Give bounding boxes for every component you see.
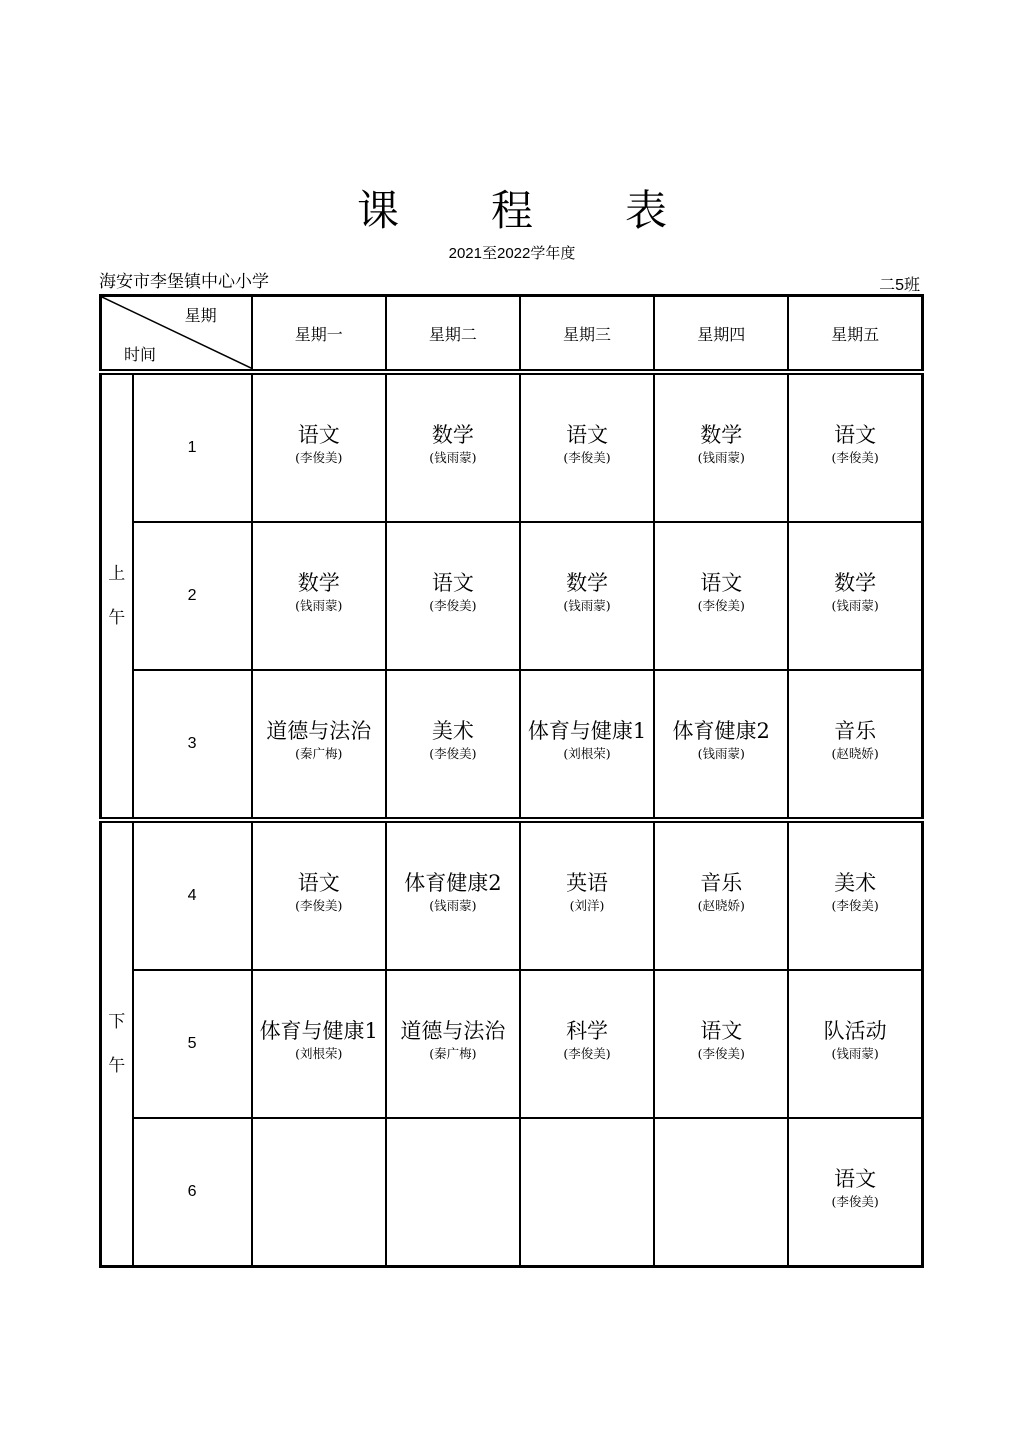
subject-name: 美术 [431,719,474,743]
subject-name: 音乐 [834,719,877,743]
half-day-char: 下 [108,1012,126,1032]
teacher-name: (李俊美) [563,1046,611,1061]
subject-name: 美术 [834,871,877,895]
subject-name: 语文 [700,1019,743,1043]
day-header: 星期一 [252,296,386,373]
half-day-char: 午 [108,1056,126,1076]
subject-name: 道德与法治 [266,719,372,743]
teacher-name: (李俊美) [831,898,879,913]
teacher-name: (钱雨蒙) [697,746,745,761]
subject-name: 语文 [834,423,877,447]
class-cell [386,372,520,522]
teacher-name: (钱雨蒙) [429,450,477,465]
teacher-name: (钱雨蒙) [295,598,343,613]
subject-name: 数学 [700,423,743,447]
timetable [99,294,924,1273]
teacher-name: (李俊美) [563,450,611,465]
teacher-name: (李俊美) [429,746,477,761]
class-cell [386,1118,520,1267]
timetable-grid [99,294,924,1268]
teacher-name: (李俊美) [697,598,745,613]
class-cell [788,820,922,970]
class-cell [520,372,654,522]
period-row [101,522,923,670]
subject-name: 数学 [431,423,474,447]
class-cell [788,372,922,522]
period-row [101,820,923,970]
class-cell [520,522,654,670]
period-number: 2 [133,522,252,670]
half-day-char: 午 [108,608,126,628]
subject-name: 数学 [834,571,877,595]
class-cell [252,372,386,522]
subject-name: 数学 [566,571,609,595]
period-number: 4 [133,820,252,970]
morning-label [101,372,133,820]
subject-name: 英语 [566,871,609,895]
period-row [101,970,923,1118]
teacher-name: (赵晓娇) [831,746,879,761]
teacher-name: (李俊美) [295,898,343,913]
period-number: 3 [133,670,252,820]
class-cell [788,522,922,670]
teacher-name: (钱雨蒙) [563,598,611,613]
period-number: 1 [133,372,252,522]
class-cell [654,522,788,670]
title-char: 表 [625,186,668,235]
class-cell [520,970,654,1118]
class-cell [788,1118,922,1267]
subject-name: 音乐 [700,871,743,895]
teacher-name: (李俊美) [831,1194,879,1209]
period-row [101,670,923,820]
subject-name: 语文 [431,571,474,595]
subject-name: 体育与健康1 [259,1019,378,1043]
academic-year: 2021至2022学年度 [448,245,576,262]
class-cell [386,522,520,670]
subject-name: 数学 [297,571,340,595]
class-cell [520,670,654,820]
day-header: 星期四 [654,296,788,373]
corner-weekday-label: 星期 [184,306,217,325]
class-cell [386,820,520,970]
day-header: 星期三 [520,296,654,373]
teacher-name: (秦广梅) [429,1046,477,1061]
header-row [101,296,923,373]
teacher-name: (刘根荣) [563,746,611,761]
period-number: 5 [133,970,252,1118]
class-cell [654,670,788,820]
corner-time-label: 时间 [124,345,157,364]
class-cell [520,1118,654,1267]
subject-name: 语文 [834,1167,877,1191]
teacher-name: (李俊美) [295,450,343,465]
teacher-name: (刘洋) [569,898,605,913]
subject-name: 体育健康2 [404,871,502,895]
day-header: 星期五 [788,296,922,373]
class-cell [386,670,520,820]
subject-name: 道德与法治 [400,1019,506,1043]
period-number: 6 [133,1118,252,1267]
teacher-name: (李俊美) [697,1046,745,1061]
teacher-name: (秦广梅) [295,746,343,761]
class-cell [788,970,922,1118]
class-cell [252,970,386,1118]
teacher-name: (钱雨蒙) [831,1046,879,1061]
teacher-name: (钱雨蒙) [697,450,745,465]
subject-name: 体育健康2 [672,719,770,743]
class-cell [386,970,520,1118]
class-name: 二5班 [879,277,920,294]
class-cell [788,670,922,820]
teacher-name: (赵晓娇) [697,898,745,913]
corner-cell [101,296,252,373]
subject-name: 体育与健康1 [527,719,647,743]
teacher-name: (钱雨蒙) [429,898,477,913]
subject-name: 语文 [297,423,340,447]
teacher-name: (钱雨蒙) [831,598,879,613]
class-cell [654,1118,788,1267]
school-name: 海安市李堡镇中心小学 [99,272,269,291]
title-char: 课 [356,186,399,235]
class-cell [654,820,788,970]
day-header: 星期二 [386,296,520,373]
class-cell [252,670,386,820]
period-row [101,1118,923,1267]
subject-name: 语文 [566,423,609,447]
subject-name: 语文 [700,571,743,595]
period-row [101,372,923,522]
subject-name: 科学 [566,1019,609,1043]
class-cell [654,970,788,1118]
afternoon-label [101,820,133,1267]
subject-name: 语文 [297,871,340,895]
class-cell [654,372,788,522]
title-char: 程 [490,186,533,235]
teacher-name: (李俊美) [429,598,477,613]
half-day-char: 上 [108,564,126,584]
class-cell [252,820,386,970]
subject-name: 队活动 [823,1019,887,1043]
page-title [0,178,1024,238]
class-cell [520,820,654,970]
class-cell [252,522,386,670]
teacher-name: (李俊美) [831,450,879,465]
teacher-name: (刘根荣) [295,1046,343,1061]
class-cell [252,1118,386,1267]
